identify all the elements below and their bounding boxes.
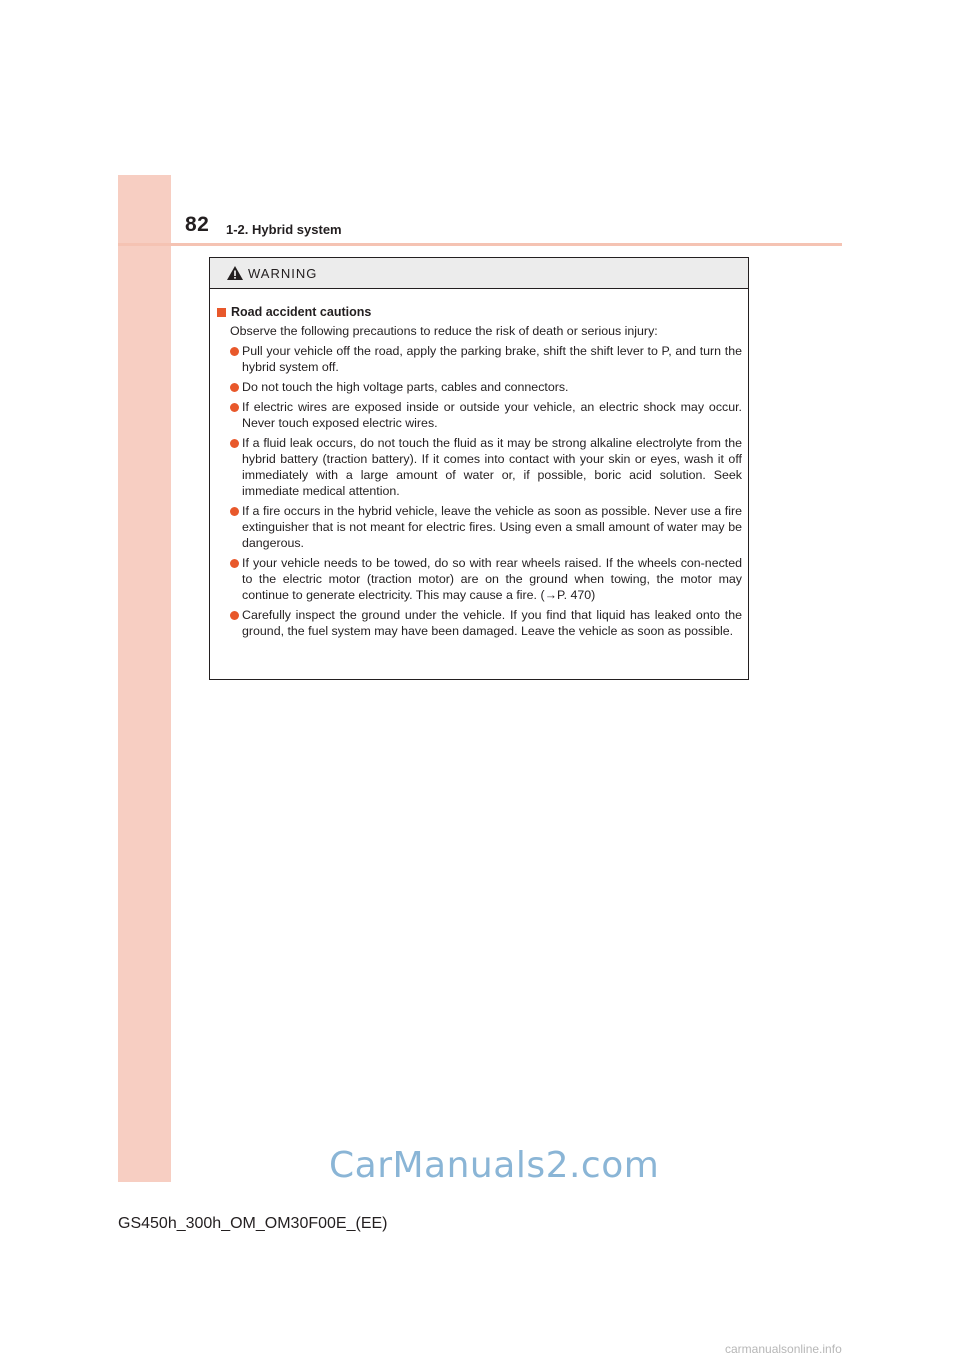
- warning-box: [209, 257, 749, 680]
- watermark-logo: CarManuals2.com: [329, 1145, 660, 1186]
- list-item-text: If a fluid leak occurs, do not touch the fluid as it may be strong alkaline electrolyte from the hybrid battery (traction battery). If it comes into contact with your skin or eyes, wash it off immediately with a large amount of water or, if possible, boric acid solution. Seek immediate medical attention.: [242, 436, 742, 498]
- circle-bullet-icon: [230, 403, 239, 412]
- list-item-text: If a fire occurs in the hybrid vehicle, leave the vehicle as soon as possible. Never use a fire extinguisher that is not meant for electric fires. Using even a small amount of water may be dangerous.: [242, 504, 742, 550]
- list-item: [216, 379, 742, 395]
- caution-heading-text: Road accident cautions: [231, 305, 372, 319]
- list-item: [216, 399, 742, 431]
- list-item-text: Carefully inspect the ground under the vehicle. If you find that liquid has leaked onto the ground, the fuel system may have been damaged. Leave the vehicle as soon as possible.: [242, 608, 742, 638]
- list-item: [216, 435, 742, 499]
- warning-title: WARNING: [248, 265, 318, 281]
- circle-bullet-icon: [230, 559, 239, 568]
- circle-bullet-icon: [230, 347, 239, 356]
- footer-document-code: GS450h_300h_OM_OM30F00E_(EE): [118, 1215, 388, 1232]
- caution-list: [216, 343, 742, 639]
- list-item: [216, 555, 742, 603]
- list-item: [216, 607, 742, 639]
- warning-triangle-icon: [226, 265, 244, 281]
- list-item: [216, 503, 742, 551]
- list-item-text: Pull your vehicle off the road, apply the parking brake, shift the shift lever to P, and turn the hybrid system off.: [242, 344, 742, 374]
- header-rule: [118, 243, 842, 246]
- caution-heading: [216, 304, 742, 320]
- page-number: 82: [185, 213, 210, 236]
- circle-bullet-icon: [230, 507, 239, 516]
- circle-bullet-icon: [230, 383, 239, 392]
- section-title: 1-2. Hybrid system: [226, 222, 342, 237]
- warning-body: [210, 289, 748, 639]
- list-item-text: Do not touch the high voltage parts, cables and connectors.: [242, 380, 569, 394]
- corner-watermark: carmanualsonline.info: [725, 1342, 842, 1356]
- caution-intro: Observe the following precautions to reduce the risk of death or serious injury:: [230, 324, 658, 338]
- list-item-text: If electric wires are exposed inside or outside your vehicle, an electric shock may occur. Never touch exposed electric wires.: [242, 400, 742, 430]
- side-tab-band: [118, 175, 171, 1182]
- list-item: [216, 343, 742, 375]
- circle-bullet-icon: [230, 611, 239, 620]
- warning-header: [210, 258, 748, 289]
- square-bullet-icon: [217, 308, 226, 317]
- list-item-text: If your vehicle needs to be towed, do so with rear wheels raised. If the wheels con-nected to the electric motor (traction motor) are on the ground when towing, the motor may continue to generate electricity. This may cause a fire. (→P. 470): [242, 556, 742, 602]
- circle-bullet-icon: [230, 439, 239, 448]
